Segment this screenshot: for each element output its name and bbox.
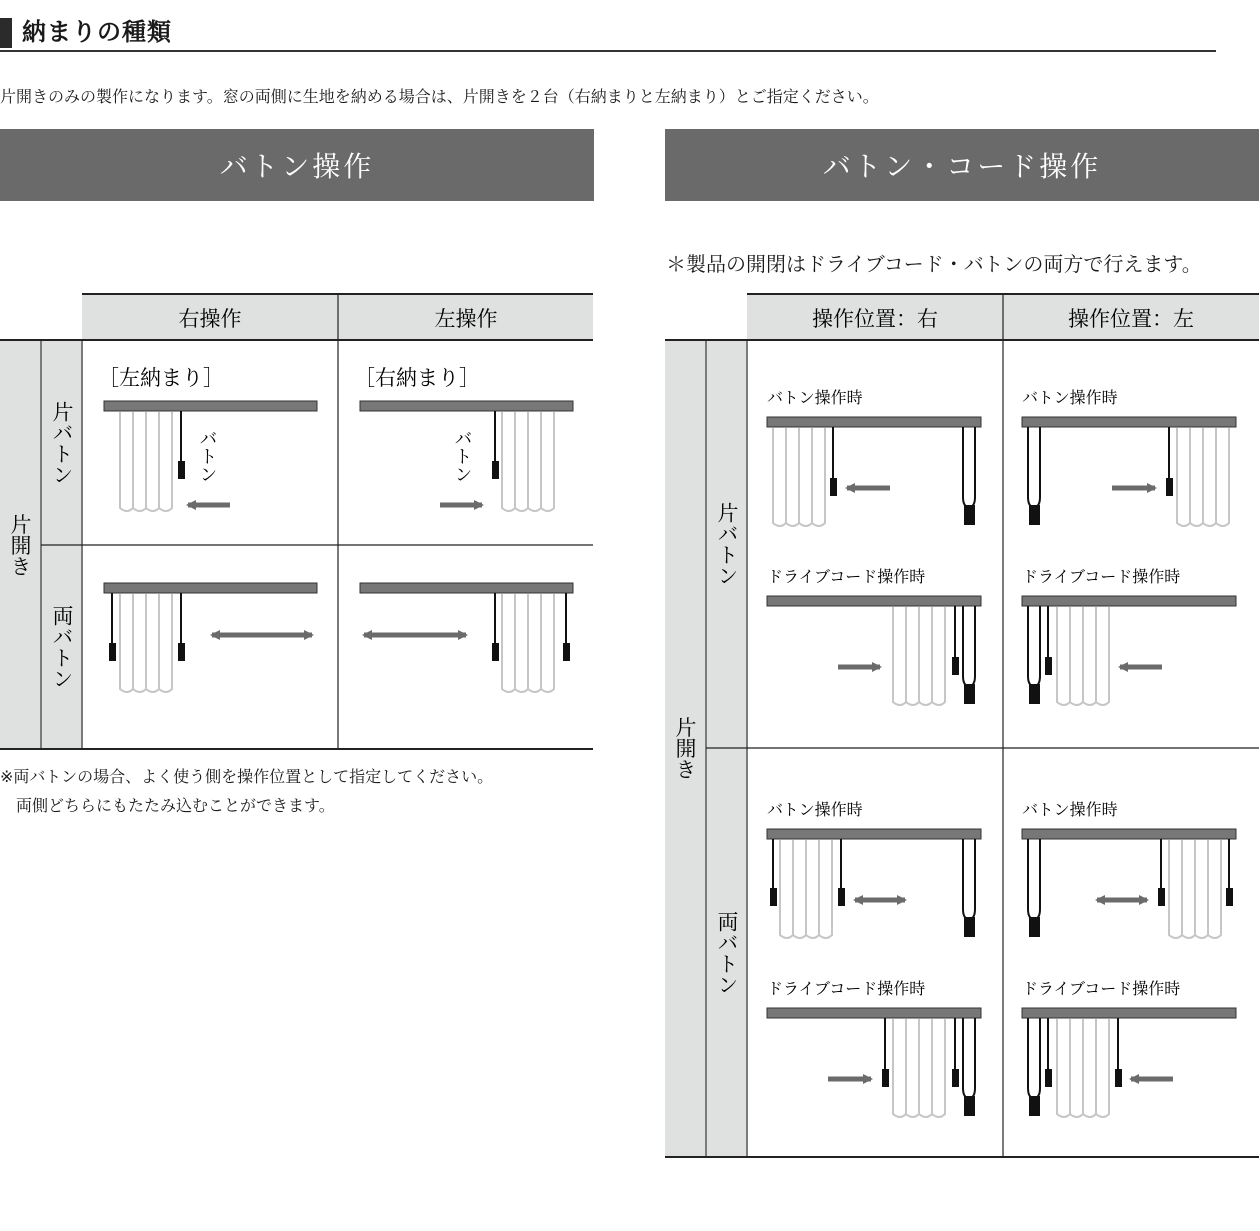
diagram-left-op-single <box>354 366 573 511</box>
mode-label-cord: ドライブコード操作時 <box>1022 567 1181 586</box>
left-table <box>0 285 600 755</box>
baton-label: バトン <box>196 429 218 483</box>
left-table-footnote: ※両バトンの場合、よく使う側を操作位置として指定してください。 両側どちらにもたたみ込むことができます。 <box>0 767 494 815</box>
mode-label-cord: ドライブコード操作時 <box>767 979 926 998</box>
row-label-single-baton: 片バトン <box>715 502 739 586</box>
baton-label: バトン <box>451 429 473 483</box>
group-label: 片開き <box>673 716 697 780</box>
diagram-pos-left-double-cord-mode <box>1022 979 1236 1117</box>
right-table <box>665 285 1260 1165</box>
bracket-right-stack: ［右納まり］ <box>354 366 480 390</box>
diagram-right-op-single <box>98 366 317 511</box>
right-table-note: ＊製品の開閉はドライブコード・バトンの両方で行えます。 <box>666 252 1202 276</box>
diagram-pos-left-single-baton-mode <box>1022 388 1236 526</box>
diagram-pos-right-single-cord-mode <box>767 567 981 705</box>
mode-label-baton: バトン操作時 <box>1022 388 1118 407</box>
row-label-double-baton: 両バトン <box>50 605 74 689</box>
diagram-pos-right-double-baton-mode <box>767 800 981 938</box>
banner-baton-operation: バトン操作 <box>0 129 594 201</box>
row-label-single-baton: 片バトン <box>50 401 74 485</box>
mode-label-cord: ドライブコード操作時 <box>1022 979 1181 998</box>
diagram-pos-right-single-baton-mode <box>767 388 981 526</box>
diagram-left-op-double <box>360 583 573 692</box>
mode-label-cord: ドライブコード操作時 <box>767 567 926 586</box>
bracket-left-stack: ［左納まり］ <box>98 366 224 390</box>
title-divider <box>0 50 1216 52</box>
group-label: 片開き <box>8 513 32 577</box>
col-header-left-op: 左操作 <box>434 307 498 331</box>
title-accent-bar <box>0 18 12 48</box>
mode-label-baton: バトン操作時 <box>767 800 863 819</box>
intro-text: 片開きのみの製作になります。窓の両側に生地を納める場合は、片開きを２台（右納まりと左納まり）とご指定ください。 <box>0 87 879 106</box>
diagram-pos-left-double-baton-mode <box>1022 800 1236 938</box>
mode-label-baton: バトン操作時 <box>767 388 863 407</box>
diagram-pos-left-single-cord-mode <box>1022 567 1236 705</box>
diagram-right-op-double <box>104 583 317 692</box>
row-label-double-baton: 両バトン <box>715 911 739 995</box>
col-header-position-right: 操作位置：右 <box>812 307 938 331</box>
page-title: 納まりの種類 <box>22 18 172 46</box>
col-header-position-left: 操作位置：左 <box>1068 307 1194 331</box>
banner-baton-cord-operation: バトン・コード操作 <box>665 129 1259 201</box>
diagram-pos-right-double-cord-mode <box>767 979 981 1117</box>
mode-label-baton: バトン操作時 <box>1022 800 1118 819</box>
col-header-right-op: 右操作 <box>178 307 242 331</box>
